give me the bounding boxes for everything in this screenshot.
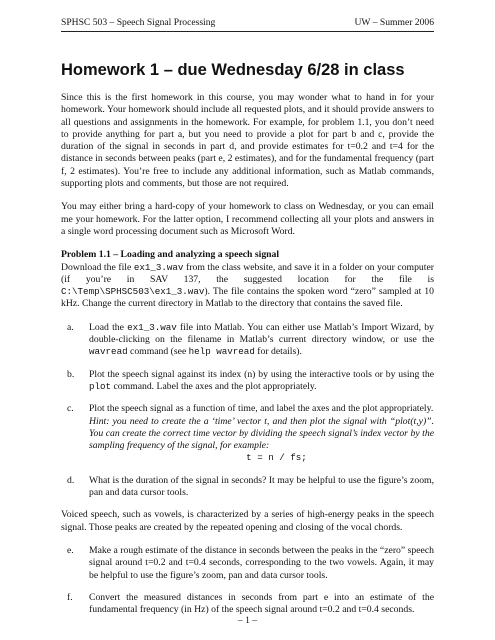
task-item-a	[61, 322, 434, 359]
header-rule	[61, 31, 434, 32]
page-title: Homework 1 – due Wednesday 6/28 in class	[61, 61, 405, 79]
task-text: Plot the speech signal against its index (n) by using the interactive tools or by using the plot command. Label the axes and the plot appropriately.	[89, 368, 434, 392]
problem-description: Download the file ex1_3.wav from the class website, and save it in a folder on your computer (if you’re in SAV 137, the suggested location for the file is C:\Temp\SPHSC503\ex1_3.wav). The file contains the spoken word “zero” sampled at 10 kHz. Change the current directory in Matlab to the directory that contains the saved file.	[61, 261, 434, 310]
task-label: a.	[67, 321, 74, 333]
task-label: b.	[67, 368, 75, 380]
voiced-speech-paragraph: Voiced speech, such as vowels, is characterized by a series of high-energy peaks in the speech signal. Those peaks are created by the repeated opening and closing of the vocal chords.	[61, 509, 434, 533]
task-label: c.	[67, 403, 74, 415]
task-list-continued	[61, 545, 434, 616]
page-number: – 1 –	[237, 615, 258, 626]
problem-title: Problem 1.1 – Loading and analyzing a speech signal	[61, 249, 280, 261]
task-item-b	[61, 369, 434, 394]
header-term: UW – Summer 2006	[354, 17, 434, 28]
task-text: What is the duration of the signal in seconds? It may be helpful to use the figure’s zoom, pan and data cursor tools.	[89, 474, 434, 499]
task-text: Load the ex1_3.wav file into Matlab. You can either use Matlab’s Import Wizard, by double-clicking on the filename in Matlab’s current directory window, or use the wavread command (see help wavread for details).	[89, 321, 434, 358]
task-item-c	[61, 403, 434, 464]
task-text: Make a rough estimate of the distance in seconds between the peaks in the “zero” speech signal around t=0.2 and t=0.4 seconds, corresponding to the two vowels. Again, it may be helpful to use the figure’s zoom, pan and data cursor tools.	[89, 544, 434, 581]
filename-code: ex1_3.wav	[133, 261, 184, 273]
page-content	[61, 60, 434, 626]
task-label: d.	[67, 474, 75, 486]
task-item-d	[61, 475, 434, 500]
intro-paragraph-1: Since this is the first homework in this course, you may wonder what to hand in for your homework. Your homework should include all requested plots, and it should provide answers to all questions and assignments in the homework. For example, for problem 1.1, you don’t need to provide anything for part a, but you need to provide a plot for part b and c, provide the duration of the signal in seconds in part d, and provide estimates for t=0.2 and t=4 for the distance in seconds between peaks (part e, 2 estimates), and for the fundamental frequency (part f, 2 estimates). You’re free to include any additional information, such as Matlab commands, supporting plots and comments, but those are not required.	[61, 92, 434, 190]
task-hint: Hint: you need to create the a ‘time’ vector t, and then plot the signal with “plot(t,y)”. You can create the correct time vector by dividing the speech signal’s index vector by the sampling frequency of the signal, for example:	[89, 415, 434, 452]
filepath-code: C:\Temp\SPHSC503\ex1_3.wav	[61, 286, 205, 298]
intro-paragraph-2: You may either bring a hard-copy of your homework to class on Wednesday, or you can email me your homework. For the latter option, I recommend collecting all your plots and answers in a single word processing document such as Microsoft Word.	[61, 201, 434, 237]
task-list	[61, 322, 434, 500]
header-course: SPHSC 503 – Speech Signal Processing	[61, 17, 216, 28]
task-label: e.	[67, 544, 74, 556]
task-label: f.	[67, 591, 73, 603]
running-header	[61, 17, 434, 31]
task-text: Plot the speech signal as a function of time, and label the axes and the plot appropriately. Hint: you need to create the a ‘time’ vector t, and then plot the signal with “plot(t,y)”. You can create the correct time vector by dividing the speech signal’s index vector by the sampling frequency of the signal, for example: t = n / fs;	[89, 403, 434, 464]
task-item-e	[61, 545, 434, 582]
code-snippet: t = n / fs;	[246, 452, 307, 464]
task-text: Convert the measured distances in seconds from part e into an estimate of the fundamental frequency (in Hz) of the speech signal around t=0.2 and t=0.4 seconds.	[89, 591, 434, 616]
task-item-f	[61, 592, 434, 617]
